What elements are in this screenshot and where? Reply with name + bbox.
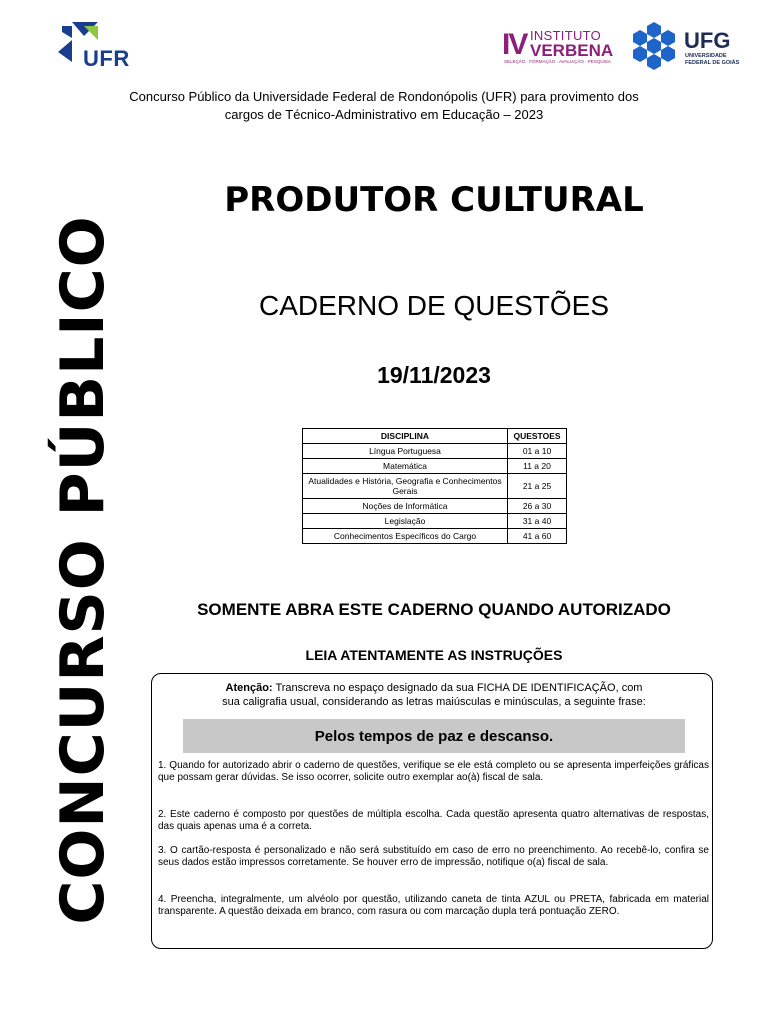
subjects-table xyxy=(302,428,567,544)
verbena-logo-instituto: INSTITUTO xyxy=(530,28,602,43)
questions-cell: 31 a 40 xyxy=(508,514,567,529)
discipline-cell: Legislação xyxy=(303,514,508,529)
questions-cell: 11 a 20 xyxy=(508,459,567,474)
role-title: PRODUTOR CULTURAL xyxy=(224,180,644,220)
ufg-logo-sub2: FEDERAL DE GOIÁS xyxy=(685,60,740,66)
table-row xyxy=(303,529,567,544)
table-row xyxy=(303,514,567,529)
attention-text-2: sua caligrafia usual, considerando as letras maiúsculas e minúsculas, a seguinte frase: xyxy=(222,696,646,708)
table-row xyxy=(303,499,567,514)
table-row xyxy=(303,444,567,459)
discipline-cell: Matemática xyxy=(303,459,508,474)
questions-cell: 01 a 10 xyxy=(508,444,567,459)
ufg-hexagons-icon xyxy=(626,20,682,76)
verbena-logo-tagline: SELEÇÃO · FORMAÇÃO · AVALIAÇÃO · PESQUISA xyxy=(504,59,611,64)
only-open-notice: SOMENTE ABRA ESTE CADERNO QUANDO AUTORIZADO xyxy=(197,600,671,619)
phrase-box: Pelos tempos de paz e descanso. xyxy=(183,719,685,753)
ufg-logo xyxy=(626,20,746,76)
questions-cell: 26 a 30 xyxy=(508,499,567,514)
instruction-rule-4: 4. Preencha, integralmente, um alvéolo por questão, utilizando caneta de tinta AZUL ou PRETA, fabricada em material transparente. A questão deixada em branco, com rasura ou com marcação dupla terá pontuação ZERO. xyxy=(158,894,709,917)
table-row xyxy=(303,474,567,499)
instituto-verbena-logo xyxy=(502,26,614,68)
contest-intro xyxy=(84,88,684,124)
attention-text-1: Transcreva no espaço designado da sua FICHA DE IDENTIFICAÇÃO, com xyxy=(272,682,643,694)
side-title: CONCURSO PÚBLICO xyxy=(48,215,118,925)
header-questions: QUESTOES xyxy=(508,429,567,444)
header-discipline: DISCIPLINA xyxy=(303,429,508,444)
ufr-logo xyxy=(58,22,148,70)
exam-date: 19/11/2023 xyxy=(377,362,491,388)
table-row xyxy=(303,459,567,474)
ufr-logo-text: UFR xyxy=(83,46,130,71)
verbena-logo-name: VERBENA xyxy=(530,41,614,60)
instruction-rule-3: 3. O cartão-resposta é personalizado e não será substituído em caso de erro no preenchimento. Ao recebê-lo, confira se seus dados estão impressos corretamente. Se houver erro de impressão, notifique o(a) fiscal de sala. xyxy=(158,845,709,868)
booklet-title: CADERNO DE QUESTÕES xyxy=(258,290,610,321)
ufg-logo-sub1: UNIVERSIDADE xyxy=(685,53,727,59)
instruction-rule-1: 1. Quando for autorizado abrir o caderno de questões, verifique se ele está completo ou se apresenta imperfeições gráficas que possam gerar dúvidas. Se isso ocorrer, solicite outro exemplar ao(à) fiscal de sala. xyxy=(158,760,709,783)
read-instructions-heading: LEIA ATENTAMENTE AS INSTRUÇÕES xyxy=(305,647,563,663)
discipline-cell: Atualidades e História, Geografia e Conhecimentos Gerais xyxy=(303,474,508,499)
attention-label: Atenção: xyxy=(225,682,273,694)
intro-line-2: cargos de Técnico-Administrativo em Educação – 2023 xyxy=(224,107,544,122)
intro-line-1: Concurso Público da Universidade Federal de Rondonópolis (UFR) para provimento dos xyxy=(129,89,639,104)
discipline-cell: Língua Portuguesa xyxy=(303,444,508,459)
discipline-cell: Noções de Informática xyxy=(303,499,508,514)
table-header-row xyxy=(303,429,567,444)
attention-note xyxy=(180,681,688,709)
questions-cell: 41 a 60 xyxy=(508,529,567,544)
discipline-cell: Conhecimentos Específicos do Cargo xyxy=(303,529,508,544)
ufg-logo-text: UFG xyxy=(684,28,731,53)
verbena-logo-iv: IV xyxy=(502,28,527,61)
questions-cell: 21 a 25 xyxy=(508,474,567,499)
instruction-rule-2: 2. Este caderno é composto por questões de múltipla escolha. Cada questão apresenta quatro alternativas de respostas, das quais apenas uma é a correta. xyxy=(158,809,709,832)
